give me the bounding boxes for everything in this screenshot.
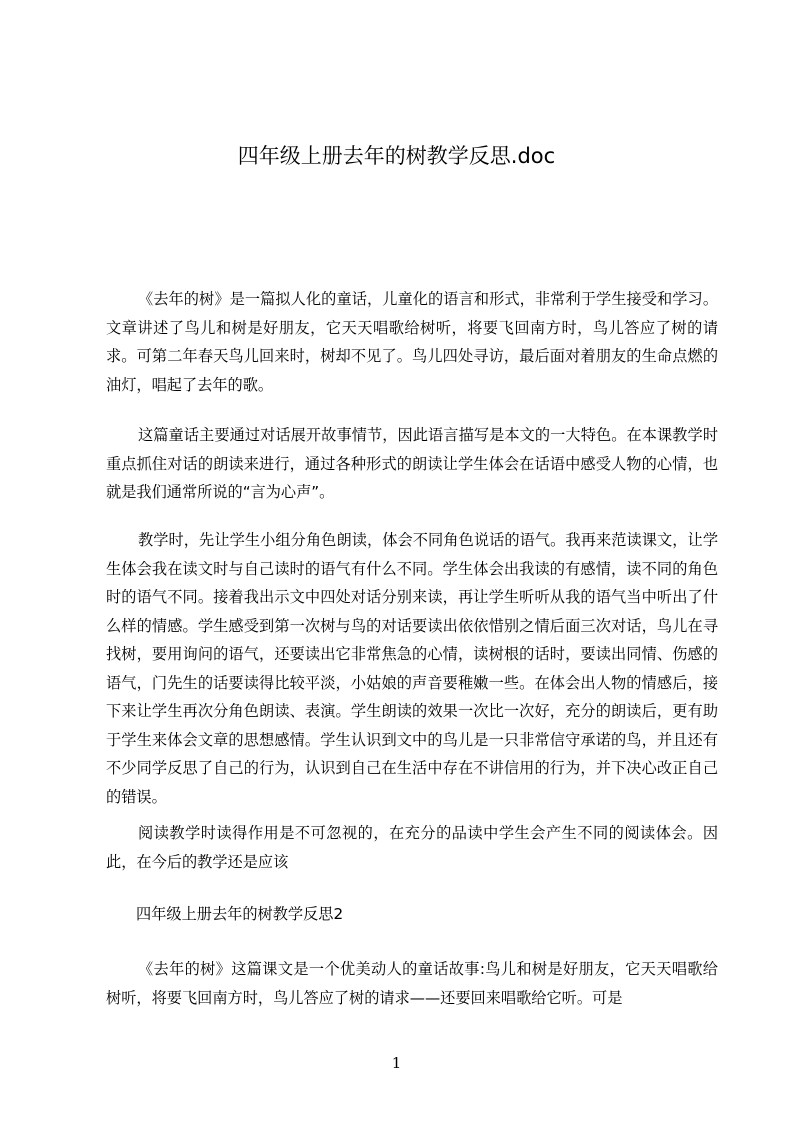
paragraph-dialogue-feature: 这篇童话主要通过对话展开故事情节，因此语言描写是本文的一大特色。在本课教学时重点抓住对话的朗读来进行，通过各种形式的朗读让学生体会在话语中感受人物的心情，也就是我们通常所说的“言为心声”。 <box>106 426 718 501</box>
paragraph-reading-conclusion: 阅读教学时读得作用是不可忽视的，在充分的品读中学生会产生不同的阅读体会。因此，在今后的教学还是应该 <box>106 824 718 871</box>
document-title: 四年级上册去年的树教学反思.doc <box>237 144 556 168</box>
paragraph-second-reflection: 《去年的树》这篇课文是一个优美动人的童话故事:鸟儿和树是好朋友，它天天唱歌给树听，将要飞回南方时，鸟儿答应了树的请求——还要回来唱歌给它听。可是 <box>106 960 718 1007</box>
paragraph-teaching-process: 教学时，先让学生小组分角色朗读，体会不同角色说话的语气。我再来范读课文，让学生体会我在读文时与自己读时的语气有什么不同。学生体会出我读的有感情，读不同的角色时的语气不同。接着我出示文中四处对话分别来读，再让学生听听从我的语气当中听出了什么样的情感。学生感受到第一次树与鸟的对话要读出依依惜别之情后面三次对话，鸟儿在寻找树，要用询问的语气，还要读出它非常焦急的心情，读树根的话时，要读出同情、伤感的语气，门先生的话要读得比较平淡，小姑娘的声音要稚嫩一些。在体会出人物的情感后，接下来让学生再次分角色朗读、表演。学生朗读的效果一次比一次好，充分的朗读后，更有助于学生来体会文章的思想感情。学生认识到文中的鸟儿是一只非常信守承诺的鸟，并且还有不少同学反思了自己的行为，认识到自己在生活中存在不讲信用的行为，并下决心改正自己的错误。 <box>106 531 718 806</box>
page-number: 1 <box>391 1054 402 1072</box>
section-heading: 四年级上册去年的树教学反思2 <box>136 905 344 923</box>
paragraph-intro: 《去年的树》是一篇拟人化的童话，儿童化的语言和形式，非常利于学生接受和学习。文章讲述了鸟儿和树是好朋友，它天天唱歌给树听，将要飞回南方时，鸟儿答应了树的请求。可第二年春天鸟儿回来时，树却不见了。鸟儿四处寻访，最后面对着朋友的生命点燃的油灯，唱起了去年的歌。 <box>106 290 718 394</box>
